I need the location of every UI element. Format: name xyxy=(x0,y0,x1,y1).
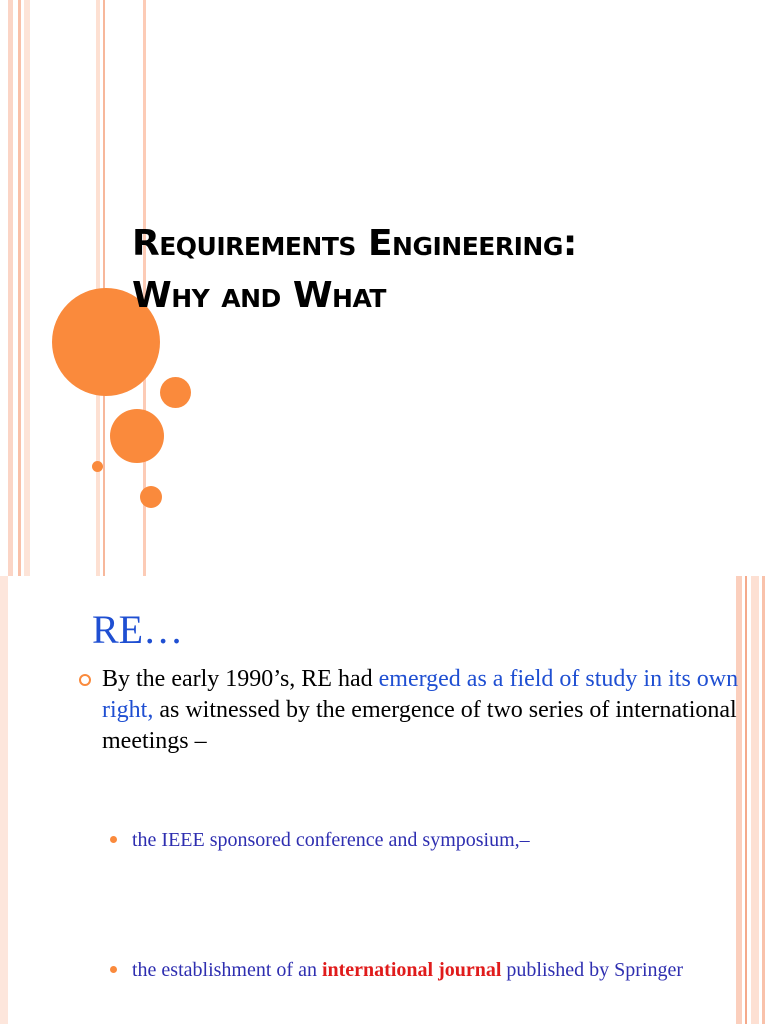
decorative-stripe xyxy=(24,0,30,576)
decorative-stripe xyxy=(736,576,742,1024)
sub-bullet-2-text-after: published by Springer xyxy=(501,959,684,981)
sub-bullet-1 xyxy=(132,828,692,852)
title-line-2: Why and What xyxy=(132,275,386,316)
title-line-1: Requirements Engineering: xyxy=(132,223,577,264)
main-bullet-part1: By the early 1990’s, RE had xyxy=(102,666,379,692)
sub-bullet-dot-icon xyxy=(110,966,117,973)
content-slide xyxy=(0,576,768,1024)
sub-bullet-2 xyxy=(132,958,692,982)
main-bullet-highlight: emerged as a field of study in its own right, xyxy=(102,666,739,723)
main-bullet-part2: as witnessed by the emergence of two series of international meetings – xyxy=(102,697,737,754)
sub-bullet-2-highlight: international journal xyxy=(321,959,502,981)
decorative-stripe xyxy=(0,576,8,1024)
slide-title xyxy=(132,218,577,322)
bullet-marker-icon xyxy=(79,674,91,686)
decorative-circle xyxy=(160,377,191,408)
sub-bullet-dot-icon xyxy=(110,836,117,843)
decorative-stripe xyxy=(751,576,759,1024)
decorative-stripe xyxy=(762,576,765,1024)
sub-bullet-1-text: the IEEE sponsored conference and symposium,– xyxy=(132,829,530,851)
decorative-circle xyxy=(110,409,164,463)
decorative-stripe xyxy=(745,576,747,1024)
main-bullet-text xyxy=(102,664,742,757)
slide-heading: RE… xyxy=(92,607,184,652)
decorative-stripe xyxy=(18,0,21,576)
decorative-circle-small xyxy=(92,461,103,472)
sub-bullet-2-text-before: the establishment of an xyxy=(132,959,322,981)
decorative-stripe xyxy=(8,0,13,576)
decorative-circle xyxy=(140,486,162,508)
